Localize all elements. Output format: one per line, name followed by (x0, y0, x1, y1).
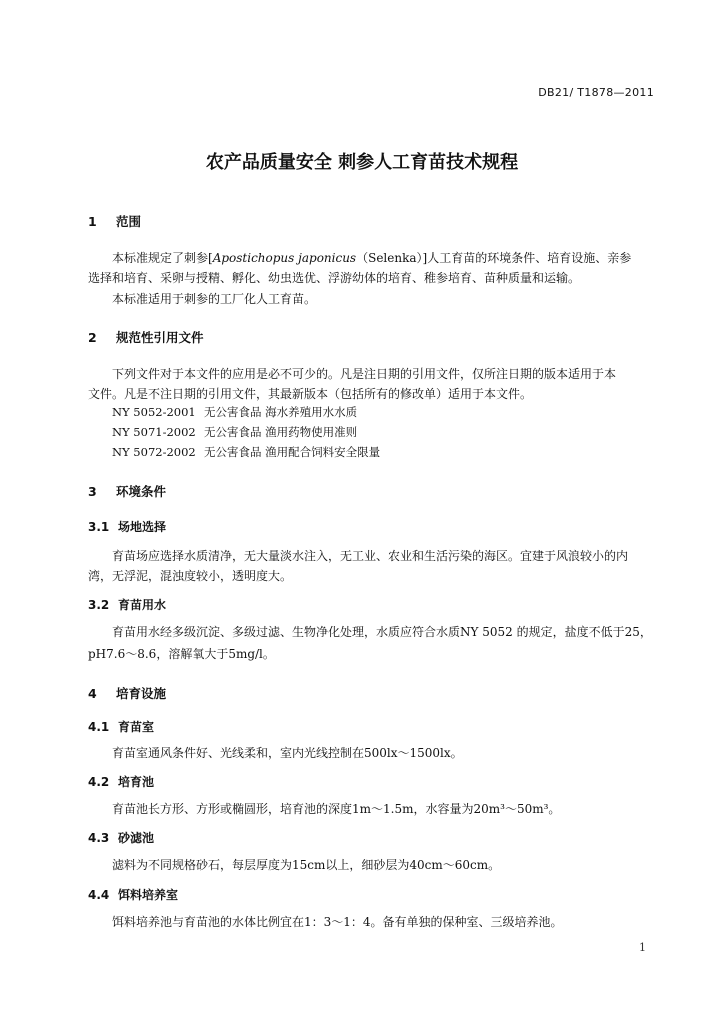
subsection-3-2-line-2: pH7.6～8.6，溶解氧大于5mg/l。 (88, 647, 275, 661)
scientific-name: Apostichopus japonicus (212, 251, 357, 265)
subsection-4-3-line-1: 滤料为不同规格砂石，每层厚度为15cm以上，细砂层为40cm～60cm。 (112, 858, 501, 872)
section-2-para-line-1: 下列文件对于本文件的应用是必不可少的。凡是注日期的引用文件，仅所注日期的版本适用于本 (112, 367, 617, 381)
subsection-4-4-heading (88, 886, 178, 903)
subsection-title: 饵料培养室 (118, 888, 179, 902)
subsection-title: 砂滤池 (118, 831, 155, 845)
subsection-number: 4.2 (88, 775, 110, 789)
section-3-heading (88, 482, 166, 500)
subsection-3-1-heading (88, 518, 166, 535)
section-1-para-1-line-2: 选择和培育、采卵与授精、孵化、幼虫选优、浮游幼体的培育、稚参培育、苗种质量和运输。 (88, 271, 581, 285)
subsection-number: 4.1 (88, 720, 110, 734)
section-1-heading (88, 212, 141, 230)
subsection-3-2-heading (88, 596, 166, 613)
reference-item (112, 424, 357, 440)
section-title: 环境条件 (116, 484, 167, 499)
section-number: 3 (88, 484, 97, 499)
text-run: （Selenka）]人工育苗的环境条件、培育设施、亲参 (356, 251, 632, 265)
section-number: 4 (88, 686, 97, 701)
reference-item (112, 404, 357, 420)
subsection-title: 育苗室 (118, 720, 155, 734)
reference-item (112, 444, 380, 460)
standard-number: DB21/ T1878—2011 (538, 86, 654, 99)
reference-code: NY 5052-2001 (112, 405, 196, 419)
subsection-number: 4.3 (88, 831, 110, 845)
subsection-4-3-heading (88, 829, 154, 846)
section-number: 2 (88, 330, 97, 345)
section-number: 1 (88, 214, 97, 229)
text-run: 本标准规定了刺参[ (112, 251, 213, 265)
reference-title: 无公害食品 渔用药物使用准则 (204, 425, 358, 439)
subsection-3-1-line-1: 育苗场应选择水质清净，无大量淡水注入，无工业、农业和生活污染的海区。宜建于风浪较小的内 (112, 549, 629, 563)
subsection-number: 3.1 (88, 520, 110, 534)
page-number: 1 (639, 941, 646, 954)
document-title: 农产品质量安全 刺参人工育苗技术规程 (205, 152, 519, 173)
subsection-4-1-line-1: 育苗室通风条件好、光线柔和，室内光线控制在500lx～1500lx。 (112, 746, 463, 760)
reference-title: 无公害食品 海水养殖用水水质 (204, 405, 358, 419)
section-1-para-2: 本标准适用于刺参的工厂化人工育苗。 (112, 292, 317, 306)
subsection-4-2-line-1: 育苗池长方形、方形或椭圆形，培育池的深度1m～1.5m，水容量为20m³～50m³。 (112, 802, 561, 816)
reference-title: 无公害食品 渔用配合饲料安全限量 (204, 445, 381, 459)
section-4-heading (88, 684, 166, 702)
section-title: 范围 (116, 214, 142, 229)
subsection-3-2-line-1: 育苗用水经多级沉淀、多级过滤、生物净化处理，水质应符合水质NY 5052 的规定，盐度不低于25， (112, 625, 652, 639)
subsection-4-2-heading (88, 773, 154, 790)
section-2-para-line-2: 文件。凡是不注日期的引用文件，其最新版本（包括所有的修改单）适用于本文件。 (88, 387, 533, 401)
subsection-3-1-line-2: 湾，无浮泥，混浊度较小，透明度大。 (88, 569, 293, 583)
reference-code: NY 5071-2002 (112, 425, 196, 439)
section-title: 规范性引用文件 (116, 330, 204, 345)
section-title: 培育设施 (116, 686, 167, 701)
subsection-number: 4.4 (88, 888, 110, 902)
reference-code: NY 5072-2002 (112, 445, 196, 459)
subsection-title: 培育池 (118, 775, 155, 789)
subsection-title: 场地选择 (118, 520, 167, 534)
subsection-title: 育苗用水 (118, 598, 167, 612)
section-1-para-1-line-1 (112, 248, 631, 268)
subsection-4-4-line-1: 饵料培养池与育苗池的水体比例宜在1：3～1：4。备有单独的保种室、三级培养池。 (112, 915, 563, 929)
section-2-heading (88, 328, 204, 346)
subsection-number: 3.2 (88, 598, 110, 612)
subsection-4-1-heading (88, 718, 154, 735)
